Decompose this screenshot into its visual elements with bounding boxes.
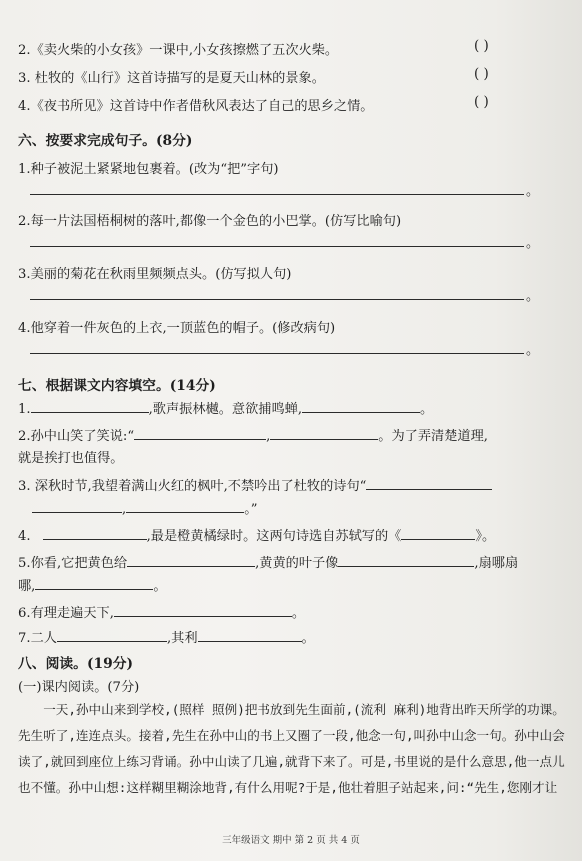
s7-q7-end: 。 (301, 631, 315, 646)
s7-q3-blank-1[interactable] (366, 479, 492, 490)
s7-q3-blank-2[interactable] (32, 502, 122, 513)
s7-q5-blank-3[interactable] (35, 579, 153, 590)
s7-q4-blank-2[interactable] (401, 529, 475, 540)
s7-q7-blank-2[interactable] (198, 631, 302, 642)
answer-paren-2[interactable]: ( ) (474, 38, 489, 54)
s6-q3-answer-line[interactable] (30, 299, 524, 300)
s7-q2-blank-2[interactable] (270, 429, 378, 440)
s7-q3-lead: 3. 深秋时节,我望着满山火红的枫叶,不禁吟出了杜牧的诗句“ (18, 479, 367, 494)
s7-q3-blank-3[interactable] (126, 502, 244, 513)
s7-q4-end: 》。 (475, 529, 496, 544)
s7-q1 (18, 398, 433, 417)
s7-q5-blank-2[interactable] (338, 556, 474, 567)
judge-item-3: 3. 杜牧的《山行》这首诗描写的是夏天山林的景象。 (18, 71, 325, 86)
s7-q7-blank-1[interactable] (57, 631, 167, 642)
s7-q7 (18, 627, 315, 646)
s6-q4-answer-line[interactable] (30, 353, 524, 354)
s7-q6 (18, 602, 305, 621)
page-footer: 三年级语文 期中 第 2 页 共 4 页 (222, 835, 360, 846)
s7-q5-blank-1[interactable] (127, 556, 255, 567)
s7-q2-blank-1[interactable] (134, 429, 266, 440)
s8-sub-title: (一)课内阅读。(7分) (18, 680, 140, 695)
answer-paren-3[interactable]: ( ) (474, 66, 489, 82)
reading-passage: 一天,孙中山来到学校,(照样 照例)把书放到先生面前,(流利 麻利)地背出昨天所学的功课。先生听了,连连点头。接着,先生在孙中山的书上又圈了一段,他念一句,叫孙中山念一句。孙中山会读了,就回到座位上练习背诵。孙中山读了几遍,就背下来了。可是,书里说的是什么意思,他一点儿也不懂。孙中山想:这样糊里糊涂地背,有什么用呢?于是,他壮着胆子站起来,问:“先生,您刚才让 (18, 702, 565, 795)
s7-q2-tail: 。为了弄清楚道理, (378, 429, 488, 444)
s7-q2-lead: 2.孙中山笑了笑说:“ (18, 429, 135, 444)
s6-q1-answer-line[interactable] (30, 194, 524, 195)
s6-q1: 1.种子被泥土紧紧地包裹着。(改为“把”字句) (18, 162, 279, 177)
s7-q2-cont: 就是挨打也值得。 (18, 451, 124, 466)
s7-q1-blank-1[interactable] (31, 402, 149, 413)
s7-q1-num: 1. (18, 402, 31, 417)
section-7-title: 七、根据课文内容填空。(14分) (18, 378, 216, 394)
s7-q4-num: 4. (18, 529, 31, 544)
judge-item-4: 4.《夜书所见》这首诗中作者借秋风表达了自己的思乡之情。 (18, 99, 374, 114)
s7-q3-cont (18, 498, 258, 517)
s6-q4-end-mark: 。 (526, 343, 540, 358)
s7-q5-mid: ,黄黄的叶子像 (255, 556, 339, 571)
s7-q4 (18, 525, 495, 544)
section-8-title: 八、阅读。(19分) (18, 656, 134, 672)
answer-paren-4[interactable]: ( ) (474, 94, 489, 110)
section-6-title: 六、按要求完成句子。(8分) (18, 133, 193, 149)
s7-q7-mid: ,其利 (166, 631, 198, 646)
s6-q3-end-mark: 。 (526, 289, 540, 304)
s7-q3 (18, 475, 492, 494)
s7-q5-end: 。 (153, 579, 167, 594)
s7-q2-comma: , (266, 429, 271, 444)
s7-q1-mid: ,歌声振林樾。意欲捕鸣蝉, (148, 402, 303, 417)
s7-q5-lead: 5.你看,它把黄色给 (18, 556, 128, 571)
s6-q2-answer-line[interactable] (30, 246, 524, 247)
s6-q4: 4.他穿着一件灰色的上衣,一顶蓝色的帽子。(修改病句) (18, 321, 336, 336)
s6-q1-end-mark: 。 (526, 184, 540, 199)
s7-q4-blank-1[interactable] (43, 529, 147, 540)
s7-q5-tail: ,扇哪扇 (474, 556, 519, 571)
s7-q2 (18, 425, 488, 444)
s7-q1-blank-2[interactable] (302, 402, 420, 413)
s7-q6-blank[interactable] (114, 606, 292, 617)
s7-q3-end: 。” (244, 502, 258, 517)
s7-q7-lead: 7.二人 (18, 631, 57, 646)
s7-q5-cont (18, 575, 167, 594)
s7-q4-mid: ,最是橙黄橘绿时。这两句诗选自苏轼写的《 (146, 529, 402, 544)
s6-q3: 3.美丽的菊花在秋雨里频频点头。(仿写拟人句) (18, 267, 292, 282)
s7-q6-lead: 6.有理走遍天下, (18, 606, 114, 621)
s6-q2-end-mark: 。 (526, 236, 540, 251)
s7-q3-comma: , (122, 502, 127, 517)
s7-q5 (18, 552, 518, 571)
judge-item-2: 2.《卖火柴的小女孩》一课中,小女孩擦燃了五次火柴。 (18, 43, 339, 58)
s7-q1-end: 。 (420, 402, 434, 417)
s7-q6-end: 。 (291, 606, 306, 621)
s6-q2: 2.每一片法国梧桐树的落叶,都像一个金色的小巴掌。(仿写比喻句) (18, 214, 402, 229)
s7-q5-na: 哪, (18, 579, 36, 594)
